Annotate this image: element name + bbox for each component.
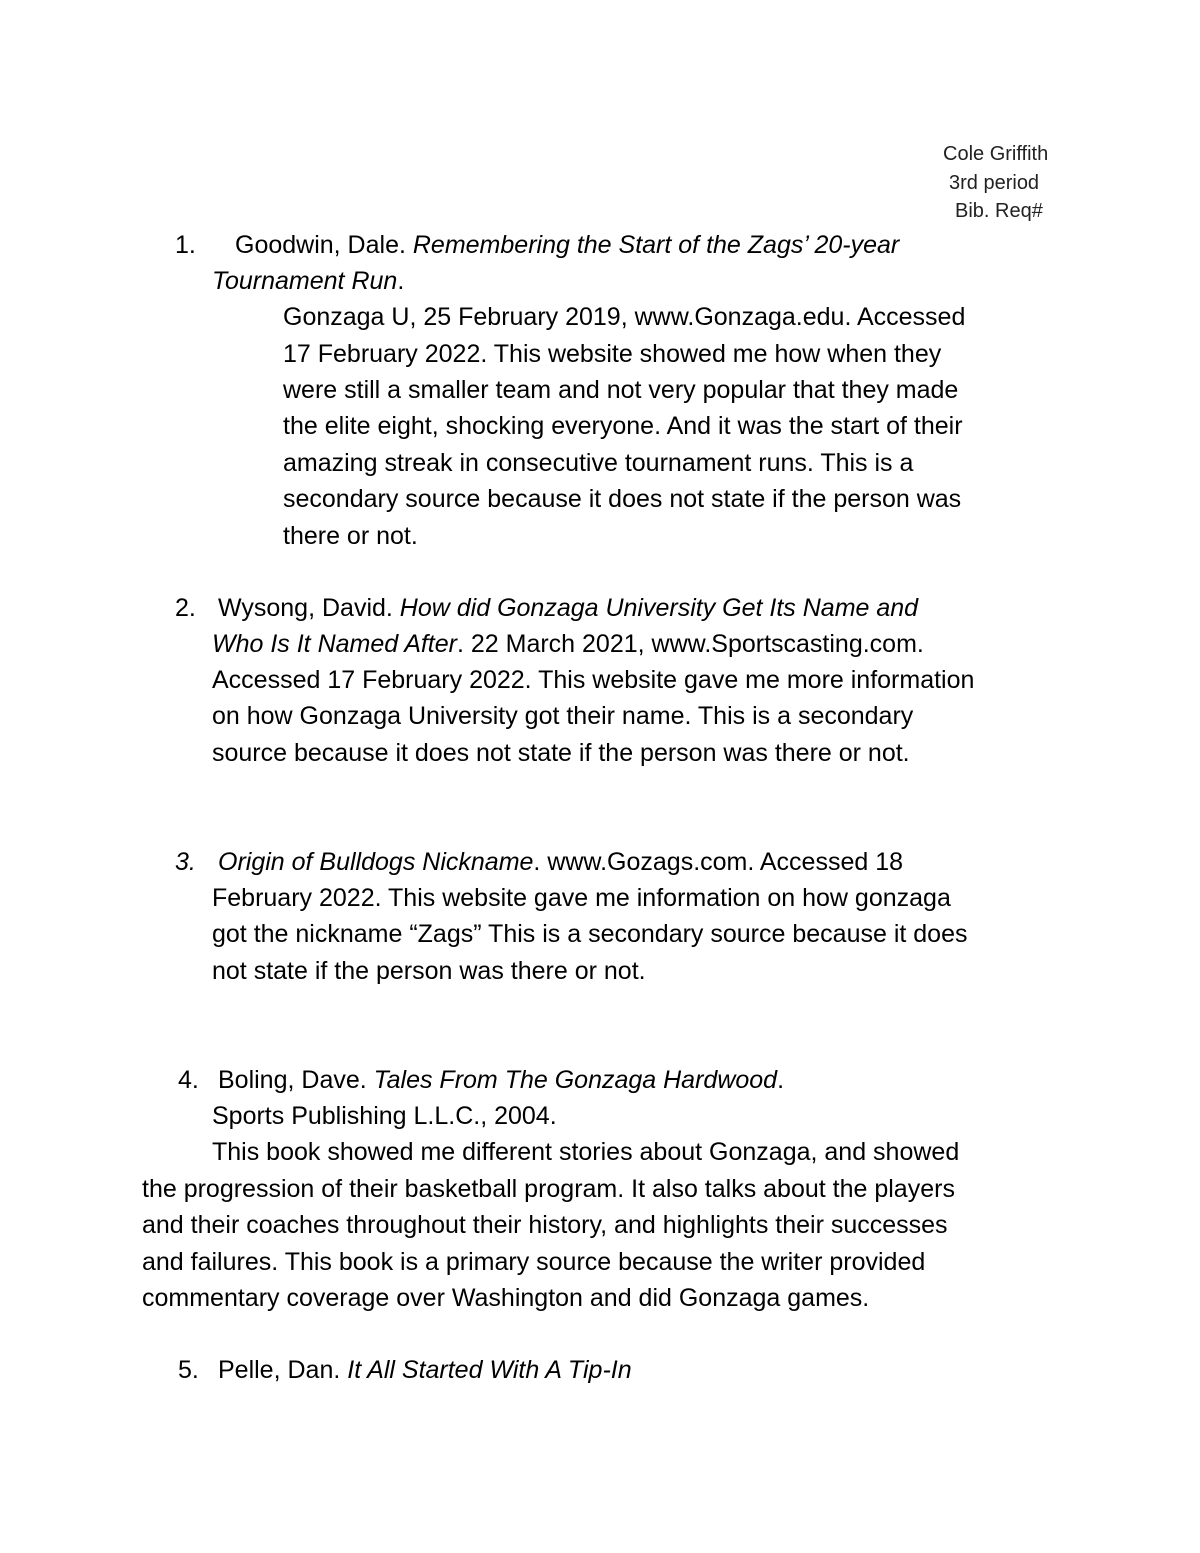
class-period: 3rd period: [949, 172, 1040, 194]
entry-line: amazing streak in consecutive tournament runs. This is a: [283, 449, 914, 477]
entry-line: Tournament Run.: [212, 267, 405, 295]
entry-line: This book showed me different stories about Gonzaga, and showed: [212, 1138, 960, 1166]
entry-line: not state if the person was there or not.: [212, 957, 646, 985]
entry-number: 3.: [175, 848, 196, 876]
entry-line: secondary source because it does not state if the person was: [283, 485, 962, 513]
entry-line: Boling, Dave. Tales From The Gonzaga Hardwood.: [218, 1066, 785, 1094]
entry-line: on how Gonzaga University got their name. This is a secondary: [212, 702, 914, 730]
entry-line: 17 February 2022. This website showed me how when they: [283, 340, 942, 368]
entry-line: and their coaches throughout their history, and highlights their successes: [142, 1211, 948, 1239]
entry-line: the progression of their basketball program. It also talks about the players: [142, 1175, 955, 1203]
entry-line: commentary coverage over Washington and did Gonzaga games.: [142, 1284, 870, 1312]
entry-line: February 2022. This website gave me information on how gonzaga: [212, 884, 951, 912]
entry-line: Origin of Bulldogs Nickname. www.Gozags.com. Accessed 18: [218, 848, 904, 876]
bib-requirement: Bib. Req#: [955, 200, 1043, 222]
entry-line: were still a smaller team and not very popular that they made: [283, 376, 959, 404]
student-name: Cole Griffith: [943, 143, 1049, 165]
entry-line: the elite eight, shocking everyone. And it was the start of their: [283, 412, 963, 440]
entry-line: Gonzaga U, 25 February 2019, www.Gonzaga.edu. Accessed: [283, 303, 966, 331]
entry-number: 1.: [175, 231, 196, 259]
entry-line: Goodwin, Dale. Remembering the Start of the Zags’ 20-year: [235, 231, 900, 259]
entry-number: 5.: [178, 1356, 199, 1384]
entry-line: Pelle, Dan. It All Started With A Tip-In: [218, 1356, 632, 1384]
entry-number: 2.: [175, 594, 196, 622]
entry-number: 4.: [178, 1066, 199, 1094]
entry-line: and failures. This book is a primary source because the writer provided: [142, 1248, 926, 1276]
entry-line: there or not.: [283, 522, 418, 550]
entry-line: source because it does not state if the person was there or not.: [212, 739, 910, 767]
entry-line: Accessed 17 February 2022. This website gave me more information: [212, 666, 975, 694]
entry-line: got the nickname “Zags” This is a secondary source because it does: [212, 920, 968, 948]
entry-line: Sports Publishing L.L.C., 2004.: [212, 1102, 557, 1130]
entry-line: Who Is It Named After. 22 March 2021, www.Sportscasting.com.: [212, 630, 924, 658]
entry-line: Wysong, David. How did Gonzaga University Get Its Name and: [218, 594, 919, 622]
